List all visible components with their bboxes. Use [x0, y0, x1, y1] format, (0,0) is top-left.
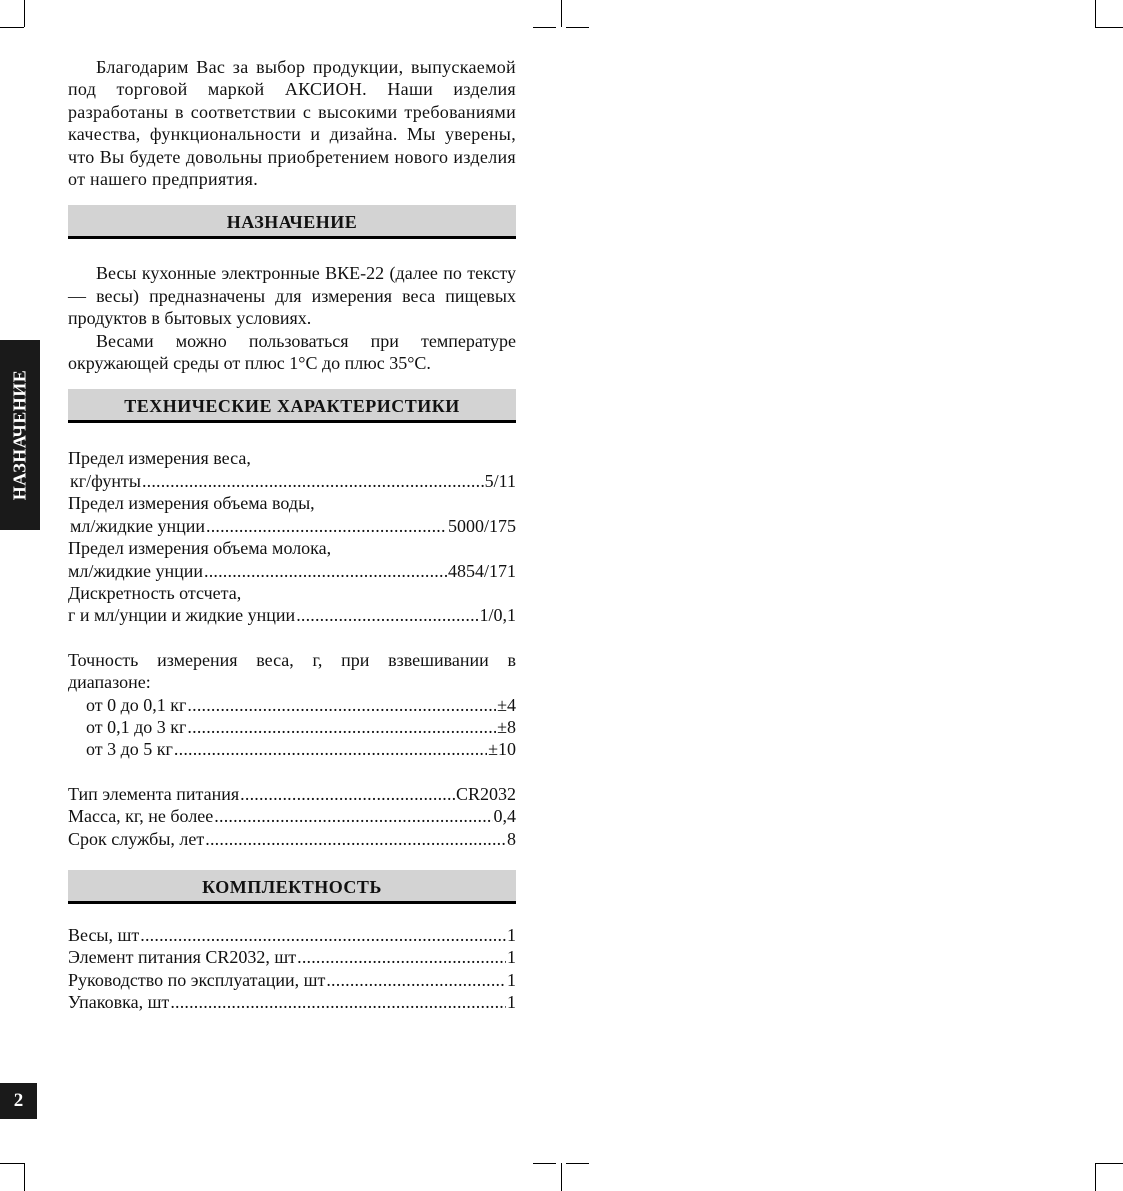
accuracy-value: ±10	[488, 739, 516, 760]
page-content	[68, 56, 516, 1014]
kit-value: 1	[507, 947, 516, 968]
section-title-kit: КОМПЛЕКТНОСТЬ	[68, 870, 516, 904]
accuracy-intro: Точность измерения веса, г, при взвешивании в диапазоне:	[68, 649, 516, 693]
spec-label: Предел измерения объема молока,	[68, 538, 332, 559]
section-title-purpose: НАЗНАЧЕНИЕ	[68, 205, 516, 239]
accuracy-value: ±8	[497, 716, 516, 737]
spec-row	[68, 828, 516, 850]
crop-mark	[24, 1163, 25, 1191]
crop-mark	[566, 27, 589, 28]
kit-value: 1	[507, 924, 516, 945]
crop-mark	[533, 1163, 556, 1164]
accuracy-label: от 3 до 5 кг	[86, 739, 173, 760]
spec-value: 0,4	[493, 806, 516, 827]
crop-mark	[0, 27, 24, 28]
crop-mark	[561, 0, 562, 27]
spec-label: Дискретность отсчета,	[68, 582, 242, 603]
kit-row	[68, 991, 516, 1013]
crop-mark	[1095, 27, 1123, 28]
crop-mark	[1095, 1163, 1096, 1191]
crop-mark	[24, 0, 25, 27]
spec-label: Срок службы, лет	[68, 828, 205, 849]
accuracy-row	[68, 716, 516, 738]
spec-row	[68, 470, 516, 492]
spec-label: Тип элемента питания	[68, 783, 240, 804]
spec-row	[68, 515, 516, 537]
kit-list	[68, 924, 516, 1014]
spec-value: 5/11	[484, 470, 516, 491]
kit-row	[68, 969, 516, 991]
side-section-tab	[0, 340, 40, 530]
accuracy-row	[68, 694, 516, 716]
side-tab-label: НАЗНАЧЕНИЕ	[9, 369, 30, 501]
accuracy-label: от 0,1 до 3 кг	[86, 716, 187, 737]
accuracy-label: от 0 до 0,1 кг	[86, 694, 187, 715]
kit-label: Руководство по эксплуатации, шт	[68, 969, 326, 990]
page-number: 2	[0, 1083, 37, 1119]
spec-value: 4854/171	[447, 560, 516, 581]
spec-label: кг/фунты	[70, 470, 141, 491]
crop-mark	[0, 1163, 24, 1164]
crop-mark	[561, 1163, 562, 1191]
accuracy-row	[68, 738, 516, 760]
spec-row	[68, 604, 516, 626]
crop-mark	[533, 27, 556, 28]
spec-value: 1/0,1	[479, 605, 516, 626]
spec-label: Предел измерения веса,	[68, 448, 251, 469]
crop-mark	[1095, 0, 1096, 27]
spec-value: 5000/175	[447, 515, 516, 536]
spec-label: Предел измерения объема воды,	[68, 493, 315, 514]
intro-paragraph: Благодарим Вас за выбор продукции, выпускаемой под торговой маркой АКСИОН. Наши изделия разработаны в соответствии с высокими требованиями качества, функциональности и дизайна. Мы уверены, что Вы будете довольны приобретением нового изделия от нашего предприятия.	[68, 57, 516, 190]
kit-label: Весы, шт	[68, 924, 140, 945]
spec-label: мл/жидкие унции	[70, 515, 205, 536]
kit-row	[68, 946, 516, 968]
purpose-paragraph-1: Весы кухонные электронные ВКЕ-22 (далее по тексту — весы) предназначены для измерения веса пищевых продуктов в бытовых условиях.	[68, 263, 516, 329]
spec-label: мл/жидкие унции	[68, 560, 203, 581]
crop-mark	[1095, 1163, 1123, 1164]
kit-value: 1	[507, 969, 516, 990]
spec-row	[68, 783, 516, 805]
kit-label: Элемент питания CR2032, шт	[68, 947, 297, 968]
spec-row	[68, 560, 516, 582]
crop-mark	[566, 1163, 589, 1164]
section-title-specs: ТЕХНИЧЕСКИЕ ХАРАКТЕРИСТИКИ	[68, 389, 516, 423]
kit-value: 1	[507, 992, 516, 1013]
purpose-paragraph-2: Весами можно пользоваться при температуре окружающей среды от плюс 1°С до плюс 35°С.	[68, 330, 516, 374]
kit-label: Упаковка, шт	[68, 992, 170, 1013]
spec-label: Масса, кг, не более	[68, 806, 214, 827]
spec-row	[68, 805, 516, 827]
accuracy-value: ±4	[497, 694, 516, 715]
specs-list	[68, 447, 516, 850]
kit-row	[68, 924, 516, 946]
spec-value: 8	[507, 828, 516, 849]
spec-label: г и мл/унции и жидкие унции	[68, 605, 296, 626]
spec-value: CR2032	[455, 783, 516, 804]
